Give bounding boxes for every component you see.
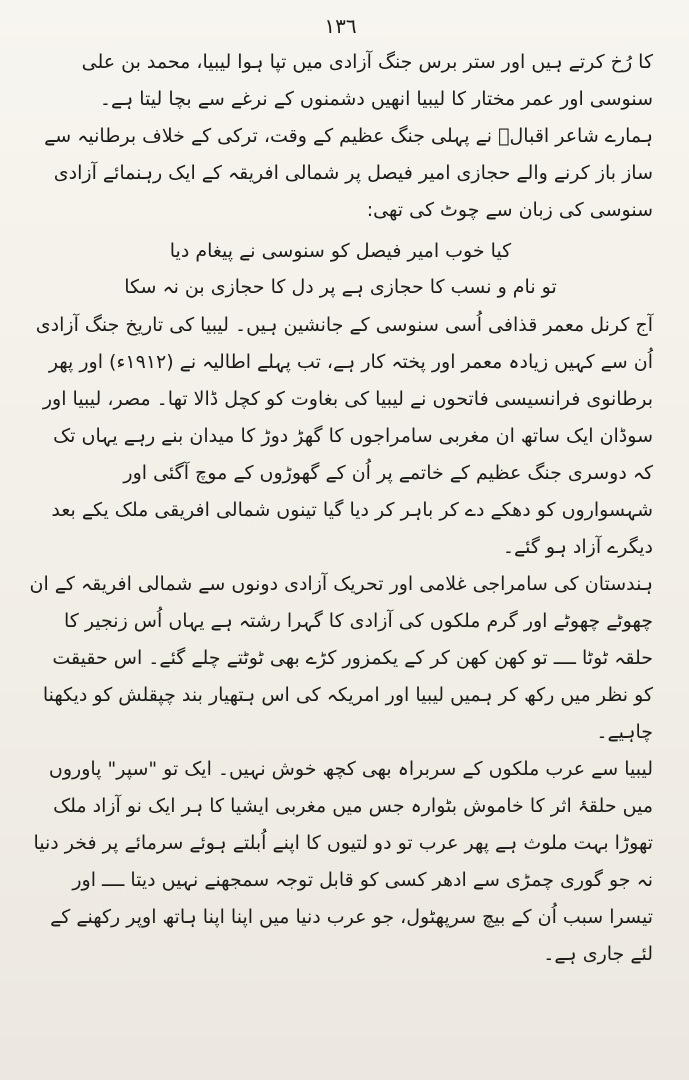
poetry-couplet xyxy=(28,233,653,305)
paragraph-1: کا رُخ کرتے ہیں اور ستر برس جنگ آزادی میں تپا ہوا لیبیا، محمد بن علی سنوسی اور عمر مختار کا لیبیا انھیں دشمنوں کے نرغے سے بچا لیتا ہے۔ xyxy=(81,51,653,110)
verse-line-2: تو نام و نسب کا حجازی ہے پر دل کا حجازی بن نہ سکا xyxy=(124,276,557,298)
page-number: ١٣٦ xyxy=(324,14,357,38)
verse-line-1: کیا خوب امیر فیصل کو سنوسی نے پیغام دیا xyxy=(169,240,512,262)
paragraph-4: ہندستان کی سامراجی غلامی اور تحریک آزادی دونوں سے شمالی افریقہ کے ان چھوٹے چھوٹے اور گرم ملکوں کی آزادی کا گہرا رشتہ ہے یہاں اُس زنجیر کا حلقہ ٹوٹا ــــ تو کھن کھن کر کے یکمزور کڑے بھی ٹوٹتے چلے گئے۔ اس حقیقت کو نظر میں رکھ کر ہمیں لیبیا اور امریکہ کی اس ہتھیار بند چپقلش کو دیکھنا چاہیے۔ xyxy=(29,573,653,743)
paragraph-5: لیبیا سے عرب ملکوں کے سربراہ بھی کچھ خوش نہیں۔ ایک تو "سپر" پاوروں میں حلقۂ اثر کا خاموش بٹوارہ جس میں مغربی ایشیا کا ہر ایک نو آزاد ملک تھوڑا بہت ملوث ہے پھر عرب تو دو لتیوں کا اپنے اُبلتے ہوئے سرمائے پر فخر دنیا نہ جو گوری چمڑی سے ادھر کسی کو قابل توجہ سمجھنے نہیں دیتا ــــ اور تیسرا سبب اُن کے بیچ سرپھٹول، جو عرب دنیا میں اپنا اپنا ہاتھ اوپر رکھنے کے لئے جاری ہے۔ xyxy=(33,758,653,965)
paragraph-3: آج کرنل معمر قذافی اُسی سنوسی کے جانشین ہیں۔ لیبیا کی تاریخ جنگ آزادی اُن سے کہیں زیادہ معمر اور پختہ کار ہے، تب پہلے اطالیہ نے (١٩١٢ء) اور پھر برطانوی فرانسیسی فاتحوں نے لیبیا کی بغاوت کو کچل ڈالا تھا۔ مصر، لیبیا اور سوڈان ایک ساتھ ان مغربی سامراجوں کا گھڑ دوڑ کا میدان بنے رہے یہاں تک کہ دوسری جنگ عظیم کے خاتمے پر اُن کے گھوڑوں کے موچ آگئی اور شہسواروں کو دھکے دے کر باہر کر دیا گیا تینوں شمالی افریقی ملک یکے بعد دیگرے آزاد ہو گئے۔ xyxy=(35,314,653,558)
paragraph-2: ہمارے شاعر اقبالؔ نے پہلی جنگ عظیم کے وقت، ترکی کے خلاف برطانیہ سے ساز باز کرنے والے حجازی امیر فیصل پر شمالی افریقہ کے ایک رہنمائے آزادی سنوسی کی زبان سے چوٹ کی تھی: xyxy=(44,125,653,221)
